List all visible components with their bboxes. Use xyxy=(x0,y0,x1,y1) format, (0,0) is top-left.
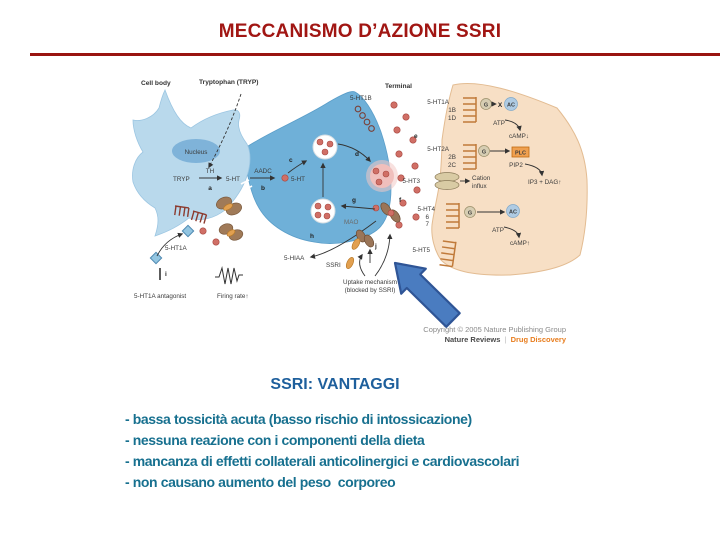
mechanism-figure xyxy=(129,70,592,348)
ssri-molecule xyxy=(345,256,356,269)
receptor-1d-label: 1D xyxy=(447,115,456,122)
bullet-item: - mancanza di effetti collaterali anticolinergici e cardiovascolari xyxy=(125,453,520,469)
pip2-label: PIP2 xyxy=(509,162,523,169)
ht1a-soma-label: 5-HT1A xyxy=(165,245,187,252)
atp-label-2: ATP xyxy=(492,227,504,234)
journal-name: Nature Reviews xyxy=(444,335,501,344)
plc-label: PLC xyxy=(515,150,526,157)
transported-serotonin xyxy=(373,205,379,211)
bullet-item: - non causano aumento del peso corporeo xyxy=(125,474,396,490)
step-f-label: f xyxy=(399,197,402,204)
vesicle-serotonin xyxy=(315,212,321,218)
tryptophan-label: Tryptophan (TRYP) xyxy=(199,79,259,86)
uptake-caption-line1: Uptake mechanism xyxy=(343,279,397,286)
vesicle-serotonin xyxy=(317,139,323,145)
receptor-2c-label: 2C xyxy=(447,162,456,169)
ion-channel xyxy=(435,173,459,182)
step-e-label: e xyxy=(414,133,418,140)
receptor-2a-label: 5-HT2A xyxy=(427,146,449,153)
uptake-caption-line2: (blocked by SSRI) xyxy=(344,287,396,294)
vesicle xyxy=(313,135,337,159)
slide-title: MECCANISMO D’AZIONE SSRI xyxy=(218,21,502,42)
vesicle-serotonin xyxy=(324,213,330,219)
receptor-3-label: 5-HT3 xyxy=(402,178,420,185)
credit-separator: | xyxy=(504,335,507,344)
receptor-5-label: 5-HT5 xyxy=(412,247,430,254)
ion-channel xyxy=(435,181,459,190)
step-i-label: i xyxy=(165,271,167,278)
ht-label-2: 5-HT xyxy=(291,176,305,183)
camp-up-label: cAMP↑ xyxy=(510,240,530,247)
ht-label-1: 5-HT xyxy=(226,176,240,183)
section-subtitle: SSRI: VANTAGGI xyxy=(270,376,400,393)
bullet-item: - nessuna reazione con i componenti della dieta xyxy=(125,432,425,448)
ip3-dag-label: IP3 + DAG↑ xyxy=(528,179,562,186)
ssri-label: SSRI xyxy=(326,262,341,269)
advantages-list xyxy=(125,409,519,493)
figure-copyright: Copyright © 2005 Nature Publishing Group xyxy=(423,325,566,334)
ac-label: AC xyxy=(509,209,517,216)
receptor-7-label: 7 xyxy=(425,221,429,228)
serotonin-molecule xyxy=(282,175,288,181)
title-underline xyxy=(30,53,720,56)
g-protein-label: G xyxy=(467,210,473,217)
cation-label-2: influx xyxy=(472,183,487,190)
terminal-label: Terminal xyxy=(385,83,412,90)
ht1a-antagonist-label: 5-HT1A antagonist xyxy=(134,293,187,300)
uptake-pointer-left xyxy=(360,255,365,276)
released-serotonin xyxy=(383,171,389,177)
th-label: TH xyxy=(205,168,215,175)
step-j-label: j xyxy=(375,243,377,250)
mao-label: MAO xyxy=(344,219,359,226)
vesicle-serotonin xyxy=(322,149,328,155)
receptor-2b-label: 2B xyxy=(448,154,456,161)
firing-rate-waveform xyxy=(215,268,243,284)
receptor-1b-label: 1B xyxy=(448,107,456,114)
receptor-1a-label: 5-HT1A xyxy=(427,99,449,106)
step-b-label: b xyxy=(261,185,265,192)
nucleus-label: Nucleus xyxy=(184,149,208,156)
firing-rate-label: Firing rate↑ xyxy=(217,293,249,300)
receptor-4-label: 5-HT4 xyxy=(417,206,435,213)
inhibition-x-label: X xyxy=(497,102,503,109)
step-d-label: d xyxy=(355,151,359,158)
released-serotonin xyxy=(376,179,382,185)
step-g-label: g xyxy=(352,197,356,204)
transported-serotonin xyxy=(388,210,394,216)
ac-label: AC xyxy=(507,102,515,109)
synaptic-cleft-serotonin xyxy=(391,102,420,228)
figure-credit xyxy=(300,335,566,344)
journal-series: Drug Discovery xyxy=(510,335,566,344)
hiaa-label: 5-HIAA xyxy=(284,255,305,262)
g-protein-label: G xyxy=(481,149,487,156)
g-protein-label: G xyxy=(483,102,489,109)
step-c-label: c xyxy=(289,157,293,164)
atp-label: ATP xyxy=(493,120,505,127)
antagonist-molecule xyxy=(182,225,193,236)
vesicle-serotonin xyxy=(325,204,331,210)
vesicle-serotonin xyxy=(315,203,321,209)
cell-body-label: Cell body xyxy=(141,80,171,87)
receptor-6-label: 6 xyxy=(425,214,429,221)
serotonin-synapse-diagram xyxy=(129,70,592,348)
tryp-label: TRYP xyxy=(173,176,190,183)
cation-label-1: Cation xyxy=(472,175,491,182)
aadc-label: AADC xyxy=(254,168,272,175)
mao-enzyme-icon xyxy=(214,195,244,242)
camp-down-label: cAMP↓ xyxy=(509,133,529,140)
ht1b-autoreceptor-label: 5-HT1B xyxy=(350,95,372,102)
uptake-pointer-right xyxy=(375,235,390,276)
released-serotonin xyxy=(373,168,379,174)
release-site-core xyxy=(370,164,394,188)
step-h-label: h xyxy=(310,233,314,240)
antagonist-molecule xyxy=(150,252,161,263)
bullet-item: - bassa tossicità acuta (basso rischio di intossicazione) xyxy=(125,411,472,427)
vesicle-serotonin xyxy=(327,141,333,147)
vesicle xyxy=(311,199,335,223)
step-a-label: a xyxy=(208,185,212,192)
somatic-serotonin xyxy=(200,228,206,234)
somatic-serotonin xyxy=(213,239,219,245)
ssri-block-annotation-arrow xyxy=(395,263,460,327)
